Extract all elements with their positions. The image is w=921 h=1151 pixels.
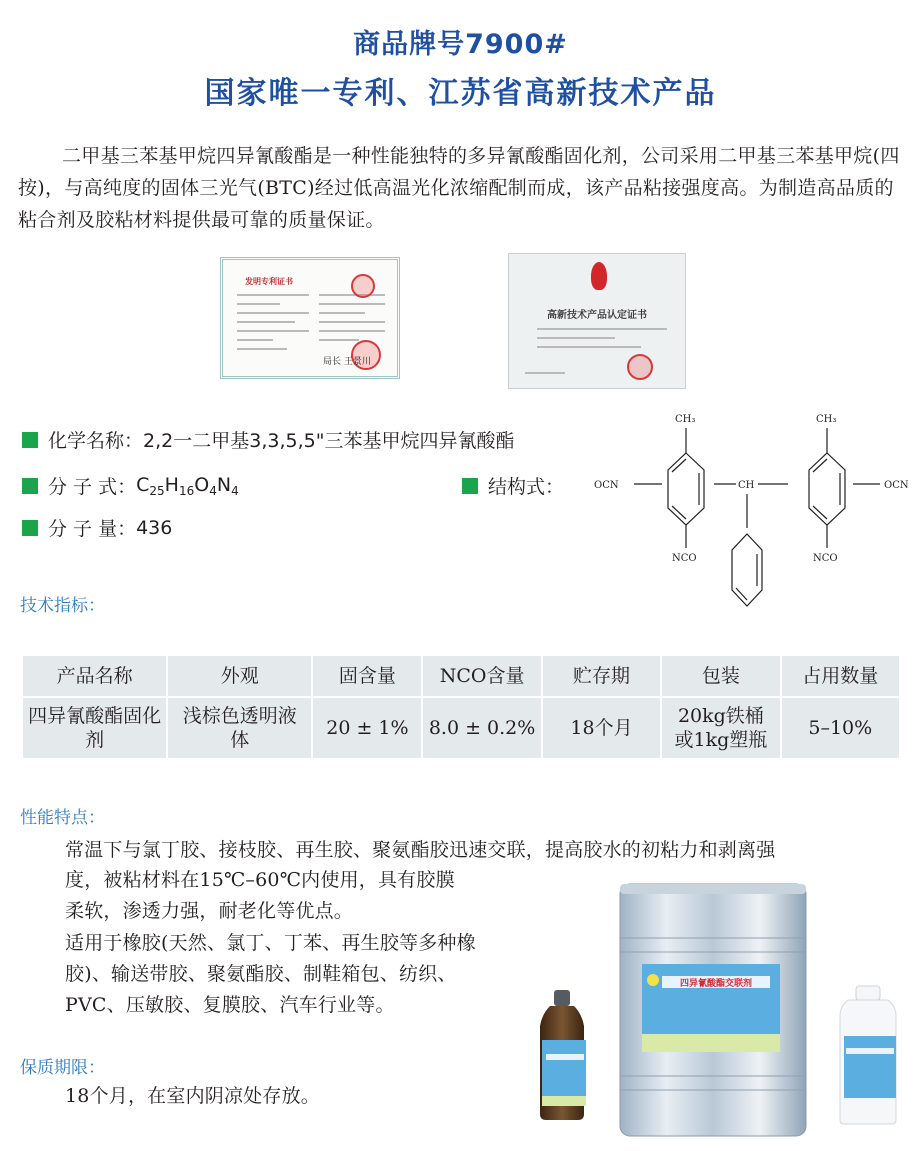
intro-paragraph: 二甲基三苯基甲烷四异氰酸酯是一种性能独特的多异氰酸酯固化剂，公司采用二甲基三苯基甲烷(四按)，与高纯度的固体三光气(BTC)经过低高温光化浓缩配制而成，该产品粘接强度高。为制造高品质的粘合剂及胶粘材料提供最可靠的质量保证。 [18,145,900,231]
col-header: 包装 [662,656,779,696]
certificate-text-lines [537,328,667,355]
cell-appearance: 浅棕色透明液体 [168,698,311,758]
col-header: 占用数量 [782,656,899,696]
product-containers-photo [520,870,920,1150]
flame-logo-icon [591,262,607,290]
product-code-title: 商品牌号7900# [353,29,568,60]
performance-text-line: 度，被粘材料在15℃–60℃内使用，具有胶膜 [65,869,455,891]
certificate-text-lines [237,294,309,357]
cell-product-name: 四异氰酸酯固化剂 [23,698,166,758]
cell-packaging: 20kg铁桶或1kg塑瓶 [662,698,779,758]
green-square-bullet-icon [22,432,38,448]
col-header: 固含量 [313,656,421,696]
applications-text: 适用于橡胶(天然、氯丁、丁苯、再生胶等多种橡胶)、输送带胶、聚氨酯胶、制鞋箱包、纺织、PVC、压敏胶、复膜胶、汽车行业等。 [65,932,476,1016]
hightech-certificate-heading: 高新技术产品认定证书 [547,310,647,321]
structure-formula-label: 结构式： [488,476,565,498]
svg-text:CH: CH [738,480,755,491]
svg-text:OCN: OCN [884,480,909,491]
molecular-weight-value: 436 [136,516,173,539]
structure-formula-row [462,472,564,499]
svg-text:四异氰酸酯交联剂: 四异氰酸酯交联剂 [679,979,753,989]
col-header: 贮存期 [543,656,660,696]
chemical-name-label: 化学名称： [48,430,144,452]
svg-text:CH₃: CH₃ [816,414,837,425]
molecular-weight-label: 分 子 量： [48,518,137,540]
table-header-row [23,656,899,696]
col-header: NCO含量 [423,656,540,696]
performance-text-line: 柔软，渗透力强，耐老化等优点。 [65,900,354,922]
green-square-bullet-icon [462,478,478,494]
performance-heading: 性能特点： [20,808,105,828]
product-subtitle: 国家唯一专利、江苏省高新技术产品 [204,76,717,111]
cell-storage-period: 18个月 [543,698,660,758]
spec-table [21,654,901,760]
col-header: 产品名称 [23,656,166,696]
green-square-bullet-icon [22,520,38,536]
svg-text:NCO: NCO [672,553,697,564]
molecular-formula-value: $C_{25}H_{16}O_4N_4$ [136,473,239,498]
patent-certificate-heading: 发明专利证书 [245,277,293,286]
chemical-name-row [22,426,514,453]
table-row [23,698,899,758]
svg-text:OCN: OCN [594,480,619,491]
red-seal-icon [627,354,653,380]
shelf-life-heading: 保质期限： [20,1058,105,1078]
shelf-life-text: 18个月，在室内阴凉处存放。 [65,1085,320,1107]
chemical-name-value: 2,2一二甲基3,3,5,5"三苯基甲烷四异氰酸酯 [143,430,515,452]
signature: 局长 王景川 [323,357,371,367]
col-header: 外观 [168,656,311,696]
svg-text:CH₃: CH₃ [675,414,696,425]
tech-specs-heading: 技术指标： [20,596,105,616]
patent-certificate-image [220,257,400,379]
molecular-formula-row [22,472,239,499]
structural-formula-diagram [590,398,921,608]
cell-dosage: 5–10% [782,698,899,758]
green-square-bullet-icon [22,478,38,494]
hightech-certificate-image [508,253,686,389]
cell-nco-content: 8.0 ± 0.2% [423,698,540,758]
cell-solid-content: 20 ± 1% [313,698,421,758]
molecular-formula-label: 分 子 式： [48,476,137,498]
molecular-weight-row [22,514,172,541]
red-seal-icon [351,274,375,298]
svg-text:NCO: NCO [813,553,838,564]
performance-text-line: 常温下与氯丁胶、接枝胶、再生胶、聚氨酯胶迅速交联，提高胶水的初粘力和剥离强 [65,839,776,861]
